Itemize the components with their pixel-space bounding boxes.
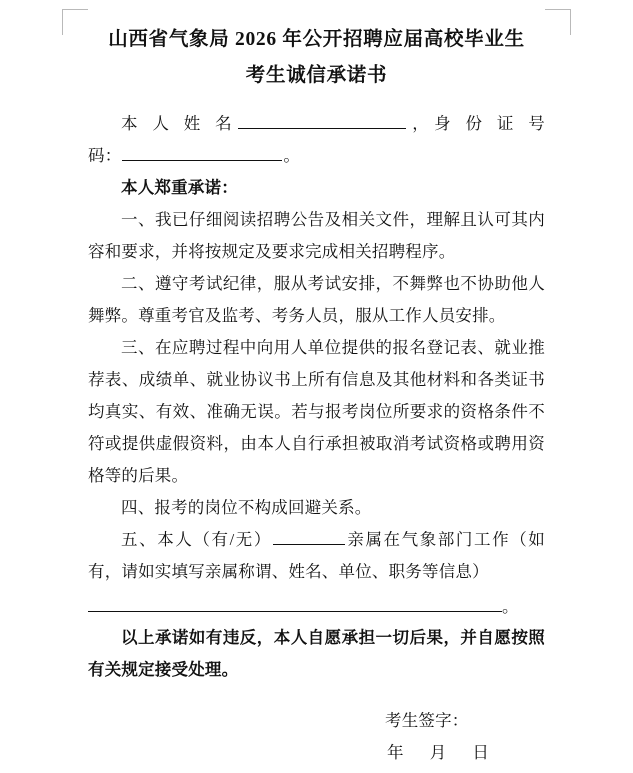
page-title-line-1: 山西省气象局 2026 年公开招聘应届高校毕业生 (108, 29, 525, 50)
identity-name-line (88, 108, 545, 140)
id-label-part1: 身 份 证 号 (434, 114, 546, 133)
pledge-item-5-prefix: 五、本人（有/无） (121, 530, 272, 549)
pledge-item-4: 四、报考的岗位不构成回避关系。 (121, 498, 372, 517)
document-content (88, 0, 545, 686)
date-day-label: 日 (472, 743, 490, 762)
pledge-item-1: 一、我已仔细阅读招聘公告及相关文件，理解且认可其内容和要求，并将按规定及要求完成相关招聘程序。 (88, 210, 545, 261)
pledge-item-3: 三、在应聘过程中向用人单位提供的报名登记表、就业推荐表、成绩单、就业协议书上所有信息及其他材料和各类证书均真实、有效、准确无误。若与报考岗位所要求的资格条件不符或提供虚假资料，由本人自行承担被取消考试资格或聘用资格等的后果。 (88, 338, 545, 485)
name-input-rule[interactable] (238, 111, 406, 129)
signature-date-line (385, 737, 489, 769)
name-comma: ， (407, 114, 435, 133)
page-title-line-2: 考生诚信承诺书 (245, 65, 388, 86)
crop-mark-top-left (62, 9, 88, 35)
date-year-label: 年 (387, 743, 404, 762)
pledge-item-5-suffix: 亲属在气象部门工作（如有，请如实填写亲属称谓、姓名、单位、职务等信息） (88, 530, 546, 581)
id-number-input-rule[interactable] (122, 143, 282, 161)
page-title (88, 0, 545, 94)
id-label-part2: 码： (88, 146, 122, 165)
relative-details-blank-line (88, 592, 545, 622)
signature-block (385, 705, 489, 769)
closing-statement: 以上承诺如有违反，本人自愿承担一切后果，并自愿按照有关规定接受处理。 (88, 628, 545, 679)
pledge-item-2: 二、遵守考试纪律，服从考试安排，不舞弊也不协助他人舞弊。尊重考官及监考、考务人员，服从工作人员安排。 (88, 274, 545, 325)
signature-label: 考生签字： (385, 711, 469, 730)
relative-input-rule[interactable] (273, 527, 345, 545)
identity-id-line (88, 140, 545, 172)
date-month-label: 月 (429, 743, 447, 762)
name-label: 本 人 姓 名 (121, 114, 238, 133)
pledge-heading: 本人郑重承诺： (121, 178, 238, 197)
relative-details-input-rule[interactable] (88, 596, 502, 612)
id-period: 。 (283, 146, 301, 165)
crop-mark-top-right (545, 9, 571, 35)
relative-details-period: 。 (502, 597, 519, 616)
pledge-item-5 (88, 524, 545, 588)
